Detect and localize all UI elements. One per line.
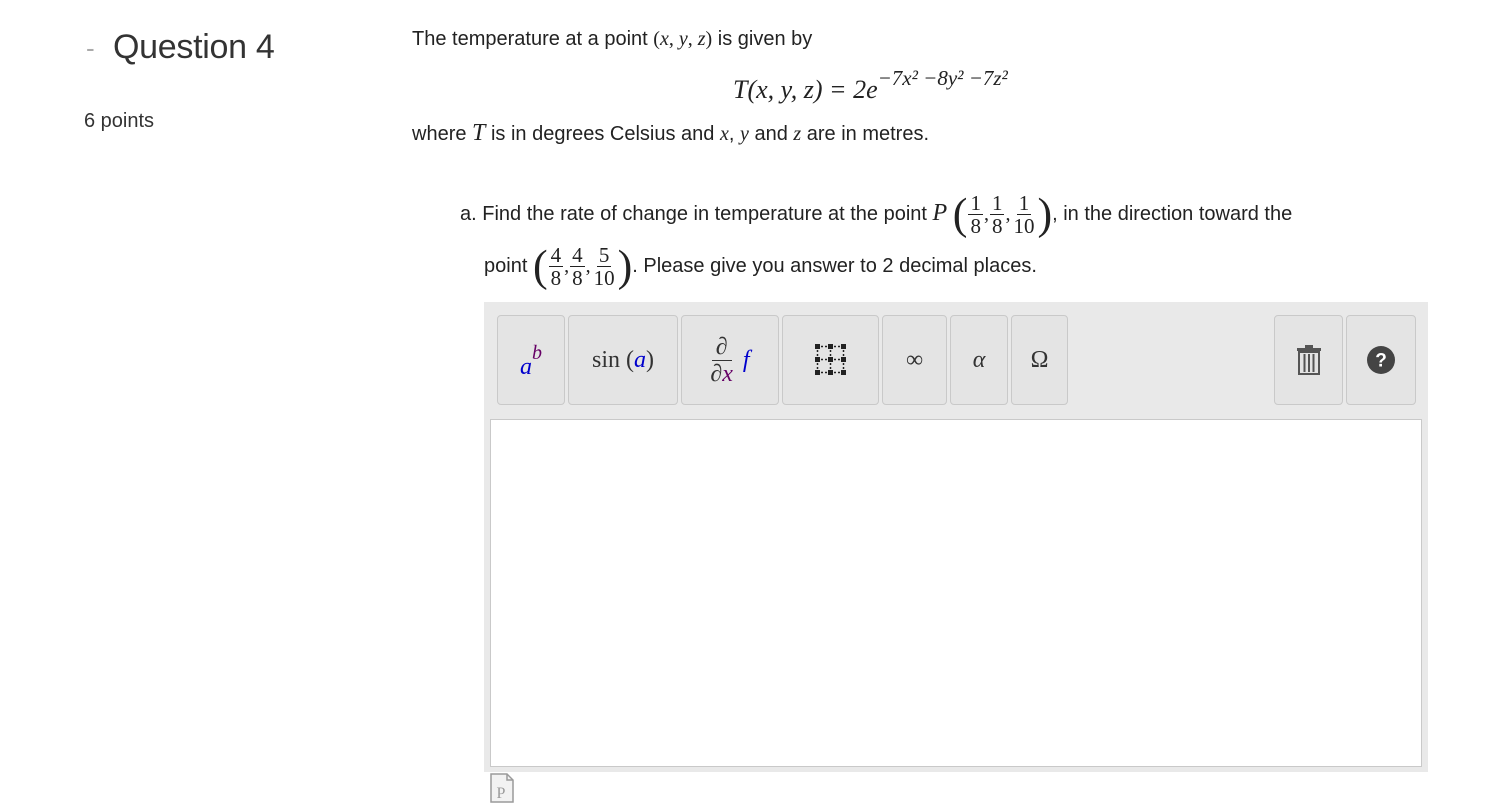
infinity-button[interactable] <box>882 315 947 405</box>
help-button[interactable] <box>1346 315 1416 405</box>
paragraph-icon[interactable] <box>489 772 515 809</box>
part-a-line1: a. Find the rate of change in temperature at the point P ( $\frac{1}{8}$ , $\frac{1}{8}$ , $\frac{1}{10}$ ), in the direction toward the <box>460 189 1293 239</box>
svg-text:P: P <box>496 785 506 802</box>
question-intro: The temperature at a point (x, y, z) is given by <box>412 28 813 50</box>
temperature-formula: T(x, y, $z) = 2e^{-7x^2 -8y^2 -7z^2}$ <box>733 66 1008 104</box>
question-points: 6 points <box>84 110 155 132</box>
matrix-button[interactable] <box>782 315 879 405</box>
svg-text:?: ? <box>1375 350 1387 372</box>
answer-input[interactable] <box>490 419 1422 767</box>
collapse-dash[interactable]: - <box>86 33 95 63</box>
matrix-icon <box>813 342 849 378</box>
help-icon <box>1366 345 1396 375</box>
math-editor <box>484 302 1428 772</box>
question-title: Question 4 <box>113 28 275 66</box>
function-button[interactable]: sin (a) <box>568 315 678 405</box>
derivative-button[interactable]: ∂ ∂x f <box>681 315 779 405</box>
delete-button[interactable] <box>1274 315 1343 405</box>
trash-icon <box>1296 345 1322 375</box>
alpha-icon: α <box>972 346 986 373</box>
infinity-icon: ∞ <box>905 346 924 373</box>
where-line: where T is in degrees Celsius and x, y and z are in metres. <box>412 120 929 146</box>
part-a-line2: point ( $\frac{4}{8}$ , $\frac{4}{8}$ , $\frac{5}{10}$ ). Please give you answer to 2 decimal places. <box>484 241 1037 291</box>
greek-lower-button[interactable] <box>950 315 1008 405</box>
superscript-button[interactable]: a b <box>497 315 565 405</box>
omega-icon: Ω <box>1030 346 1049 373</box>
greek-upper-button[interactable] <box>1011 315 1068 405</box>
